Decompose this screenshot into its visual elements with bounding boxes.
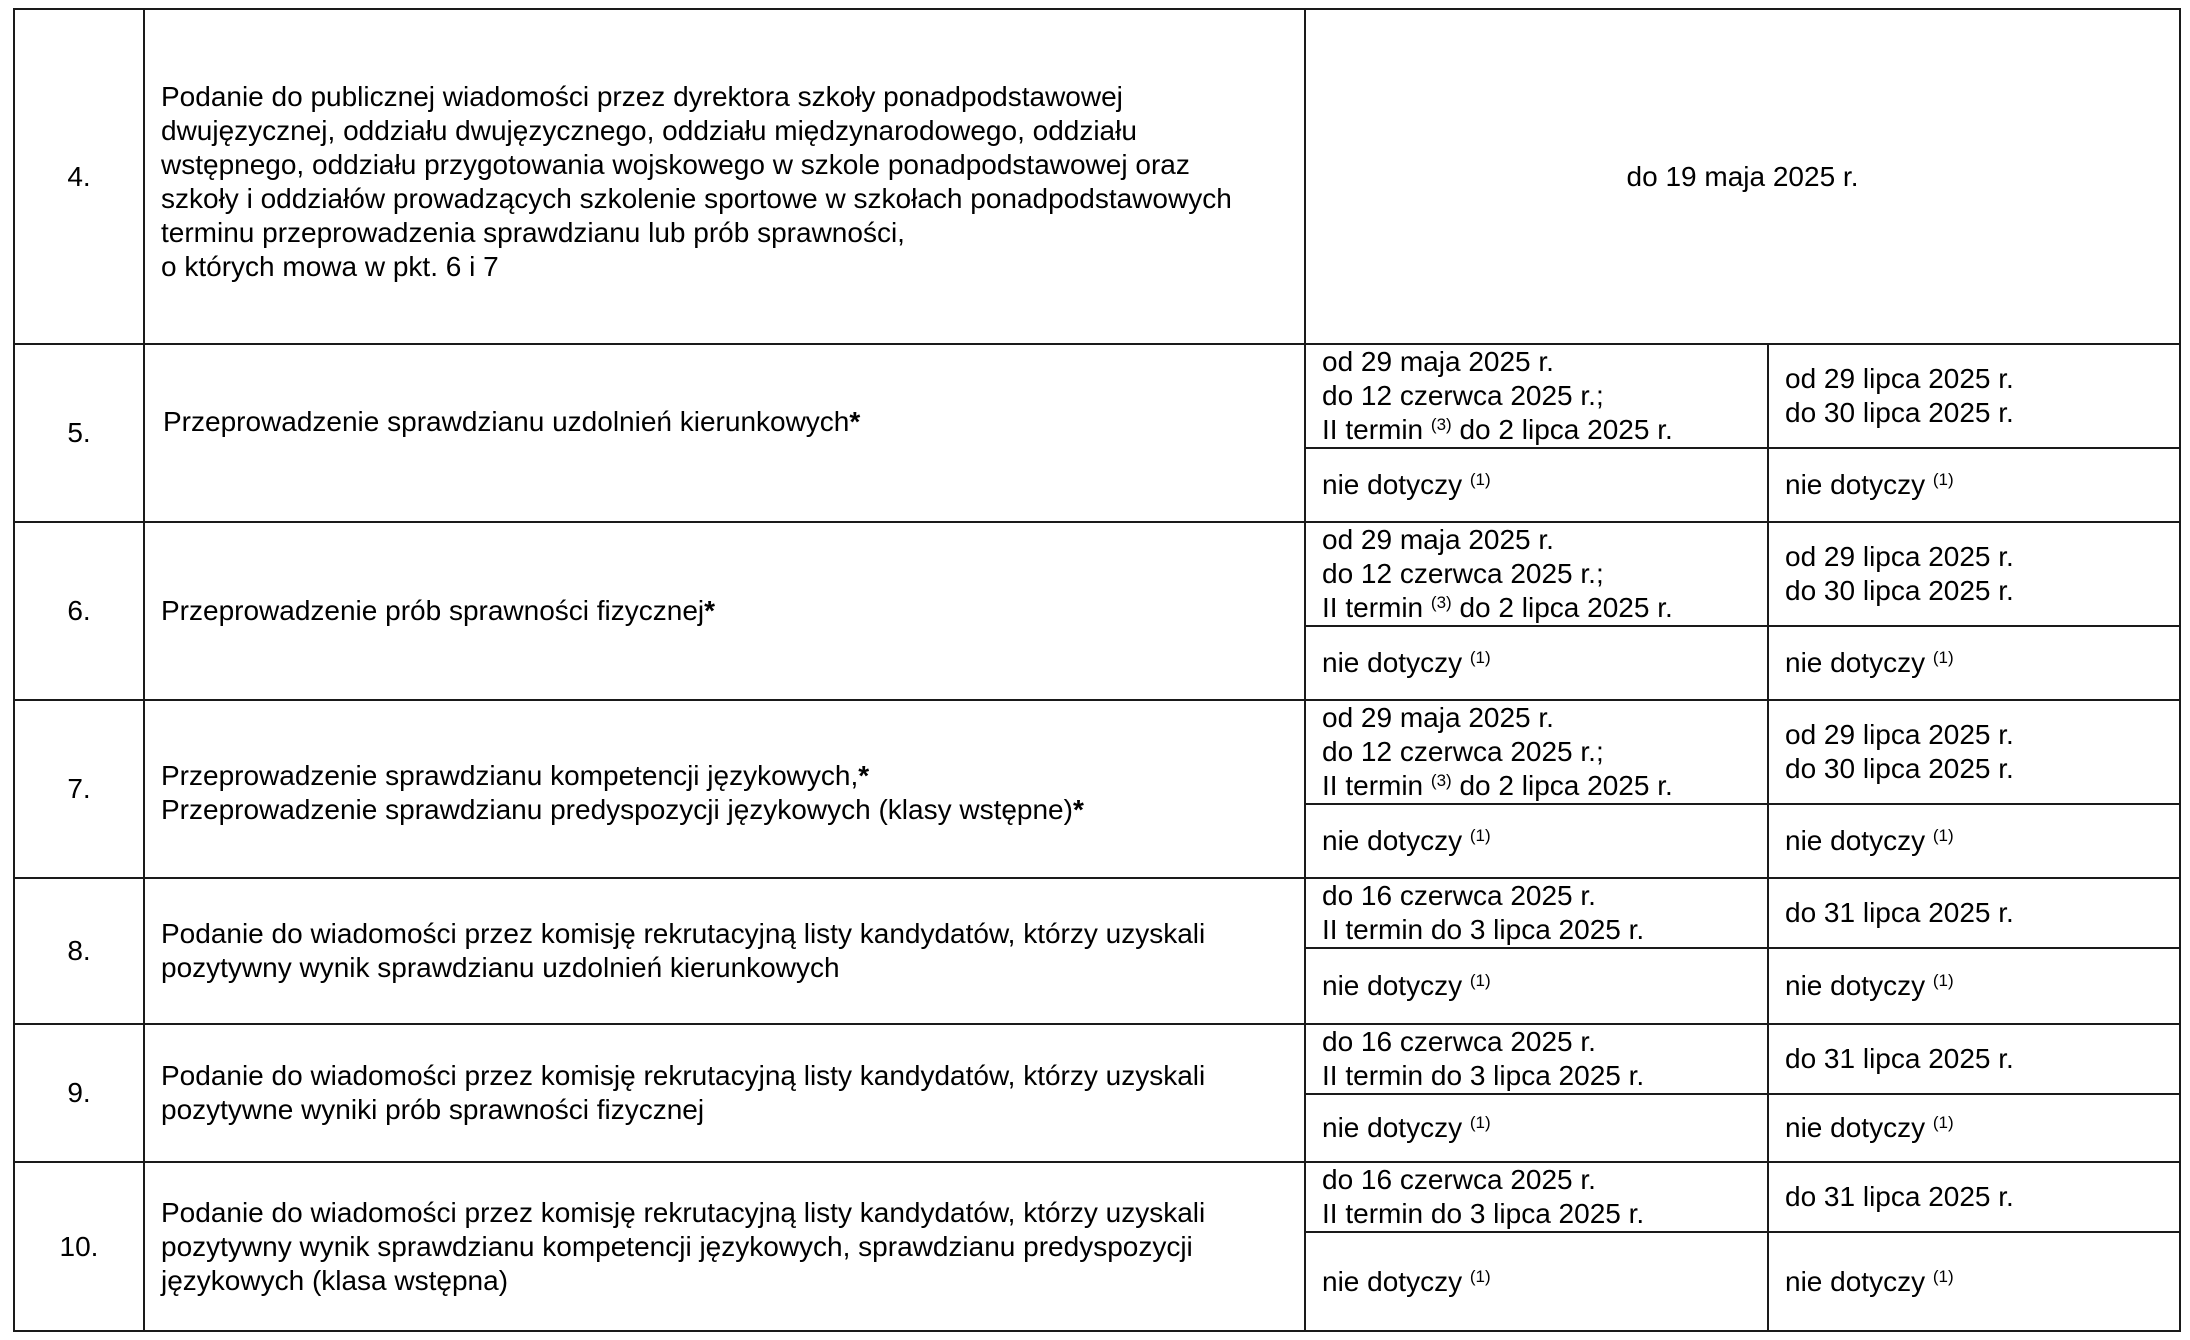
footnote-ref: (3) <box>1430 593 1452 612</box>
date-line: od 29 lipca 2025 r. <box>1785 363 2014 394</box>
date-line: od 29 lipca 2025 r. <box>1785 719 2014 750</box>
not-applicable-cell <box>1305 1232 1768 1331</box>
na-text: nie dotyczy <box>1322 647 1470 678</box>
table-row <box>14 878 2180 948</box>
date-text: do 2 lipca 2025 r. <box>1451 592 1673 623</box>
footnote-ref: (1) <box>1932 1113 1954 1132</box>
asterisk-mark: * <box>849 406 861 437</box>
date-line: II termin do 3 lipca 2025 r. <box>1322 1198 1645 1229</box>
na-text: nie dotyczy <box>1785 1265 1933 1297</box>
description-line <box>161 793 1288 827</box>
not-applicable-cell <box>1768 1094 2180 1162</box>
date-line: do 16 czerwca 2025 r. <box>1322 1026 1596 1057</box>
table-row <box>14 700 2180 804</box>
date-second-round: do 31 lipca 2025 r. <box>1768 1162 2180 1232</box>
not-applicable-cell <box>1768 948 2180 1024</box>
not-applicable-cell <box>1768 1232 2180 1331</box>
date-all: do 19 maja 2025 r. <box>1305 9 2180 344</box>
table-row <box>14 1024 2180 1094</box>
asterisk-mark: * <box>858 760 870 791</box>
footnote-ref: (1) <box>1469 470 1491 489</box>
footnote-ref: (1) <box>1469 971 1491 990</box>
row-description <box>144 344 1305 522</box>
not-applicable-cell <box>1768 448 2180 522</box>
row-description <box>144 1162 1305 1331</box>
na-text: nie dotyczy <box>1785 970 1933 1001</box>
description-line: dwujęzycznej, oddziału dwujęzycznego, oddziału międzynarodowego, oddziału <box>161 115 1137 146</box>
date-line: do 12 czerwca 2025 r.; <box>1322 380 1604 411</box>
date-line: do 16 czerwca 2025 r. <box>1322 1164 1596 1195</box>
date-line: do 30 lipca 2025 r. <box>1785 753 2014 784</box>
na-text: nie dotyczy <box>1322 970 1470 1001</box>
date-first-round <box>1305 1024 1768 1094</box>
row-description <box>144 522 1305 700</box>
description-line: szkoły i oddziałów prowadzących szkolenie sportowe w szkołach ponadpodstawowych <box>161 183 1232 214</box>
table-row <box>14 344 2180 448</box>
date-line <box>1322 769 1751 803</box>
table-row <box>14 1162 2180 1232</box>
date-text: II termin <box>1322 592 1431 623</box>
date-line: do 30 lipca 2025 r. <box>1785 575 2014 606</box>
footnote-ref: (1) <box>1932 971 1954 990</box>
date-second-round: do 31 lipca 2025 r. <box>1768 1024 2180 1094</box>
not-applicable-cell <box>1305 1094 1768 1162</box>
footnote-ref: (1) <box>1932 648 1954 667</box>
row-number: 10. <box>14 1162 144 1331</box>
description-line: wstępnego, oddziału przygotowania wojskowego w szkole ponadpodstawowej oraz <box>161 149 1190 180</box>
row-number: 9. <box>14 1024 144 1162</box>
na-text: nie dotyczy <box>1322 825 1470 856</box>
description-line: pozytywny wynik sprawdzianu uzdolnień kierunkowych <box>161 952 840 983</box>
not-applicable-cell <box>1305 948 1768 1024</box>
na-text: nie dotyczy <box>1322 1265 1470 1297</box>
date-line: od 29 maja 2025 r. <box>1322 524 1554 555</box>
date-line <box>1322 413 1751 447</box>
row-number: 8. <box>14 878 144 1024</box>
date-line: do 12 czerwca 2025 r.; <box>1322 736 1604 767</box>
date-line: do 12 czerwca 2025 r.; <box>1322 558 1604 589</box>
asterisk-mark: * <box>704 595 716 626</box>
description-line: Podanie do wiadomości przez komisję rekrutacyjną listy kandydatów, którzy uzyskali <box>161 1196 1206 1228</box>
date-text: II termin <box>1322 770 1431 801</box>
date-first-round <box>1305 700 1768 804</box>
not-applicable-cell <box>1768 804 2180 878</box>
date-second-round <box>1768 344 2180 448</box>
date-second-round <box>1768 522 2180 626</box>
not-applicable-cell <box>1305 448 1768 522</box>
footnote-ref: (1) <box>1469 1113 1491 1132</box>
footnote-ref: (1) <box>1469 826 1491 845</box>
row-description <box>144 9 1305 344</box>
na-text: nie dotyczy <box>1785 647 1933 678</box>
date-line: od 29 lipca 2025 r. <box>1785 541 2014 572</box>
row-description <box>144 700 1305 878</box>
row-number: 7. <box>14 700 144 878</box>
date-text: II termin <box>1322 414 1431 445</box>
description-line: językowych (klasa wstępna) <box>161 1264 509 1296</box>
date-second-round <box>1768 700 2180 804</box>
date-line: do 16 czerwca 2025 r. <box>1322 880 1596 911</box>
date-first-round <box>1305 344 1768 448</box>
description-text: Przeprowadzenie prób sprawności fizycznej <box>161 595 705 626</box>
na-text: nie dotyczy <box>1785 1112 1933 1143</box>
footnote-ref: (1) <box>1932 1266 1954 1286</box>
footnote-ref: (3) <box>1430 771 1452 790</box>
row-description <box>144 1024 1305 1162</box>
date-first-round <box>1305 878 1768 948</box>
description-line: Podanie do publicznej wiadomości przez dyrektora szkoły ponadpodstawowej <box>161 81 1123 112</box>
description-line: pozytywne wyniki prób sprawności fizycznej <box>161 1094 705 1125</box>
table-row <box>14 522 2180 626</box>
description-line: terminu przeprowadzenia sprawdzianu lub prób sprawności, <box>161 217 905 248</box>
description-line: Podanie do wiadomości przez komisję rekrutacyjną listy kandydatów, którzy uzyskali <box>161 918 1206 949</box>
date-second-round: do 31 lipca 2025 r. <box>1768 878 2180 948</box>
na-text: nie dotyczy <box>1322 1112 1470 1143</box>
table-row <box>14 9 2180 344</box>
description-text: Przeprowadzenie sprawdzianu uzdolnień kierunkowych <box>163 406 850 437</box>
na-text: nie dotyczy <box>1785 469 1933 500</box>
date-text: do 2 lipca 2025 r. <box>1451 414 1673 445</box>
footnote-ref: (1) <box>1932 470 1954 489</box>
description-line: Podanie do wiadomości przez komisję rekrutacyjną listy kandydatów, którzy uzyskali <box>161 1060 1206 1091</box>
date-line: II termin do 3 lipca 2025 r. <box>1322 1060 1645 1091</box>
footnote-ref: (1) <box>1469 648 1491 667</box>
description-line <box>161 759 1288 793</box>
date-first-round <box>1305 1162 1768 1232</box>
footnote-ref: (1) <box>1469 1266 1491 1286</box>
date-line <box>1322 591 1751 625</box>
date-line: II termin do 3 lipca 2025 r. <box>1322 914 1645 945</box>
recruitment-schedule-table <box>13 8 2181 1332</box>
asterisk-mark: * <box>1072 794 1084 825</box>
footnote-ref: (1) <box>1932 826 1954 845</box>
description-line: pozytywny wynik sprawdzianu kompetencji językowych, sprawdzianu predyspozycji <box>161 1230 1193 1262</box>
na-text: nie dotyczy <box>1322 469 1470 500</box>
date-text: do 2 lipca 2025 r. <box>1451 770 1673 801</box>
description-line: o których mowa w pkt. 6 i 7 <box>161 251 499 282</box>
description-text: Przeprowadzenie sprawdzianu kompetencji językowych, <box>161 760 859 791</box>
description-text: Przeprowadzenie sprawdzianu predyspozycji językowych (klasy wstępne) <box>161 794 1073 825</box>
not-applicable-cell <box>1305 626 1768 700</box>
footnote-ref: (3) <box>1430 415 1452 434</box>
date-first-round <box>1305 522 1768 626</box>
date-line: od 29 maja 2025 r. <box>1322 702 1554 733</box>
row-description <box>144 878 1305 1024</box>
row-number: 5. <box>14 344 144 522</box>
not-applicable-cell <box>1768 626 2180 700</box>
row-number: 6. <box>14 522 144 700</box>
not-applicable-cell <box>1305 804 1768 878</box>
date-line: od 29 maja 2025 r. <box>1322 346 1554 377</box>
row-number: 4. <box>14 9 144 344</box>
date-line: do 30 lipca 2025 r. <box>1785 397 2014 428</box>
na-text: nie dotyczy <box>1785 825 1933 856</box>
